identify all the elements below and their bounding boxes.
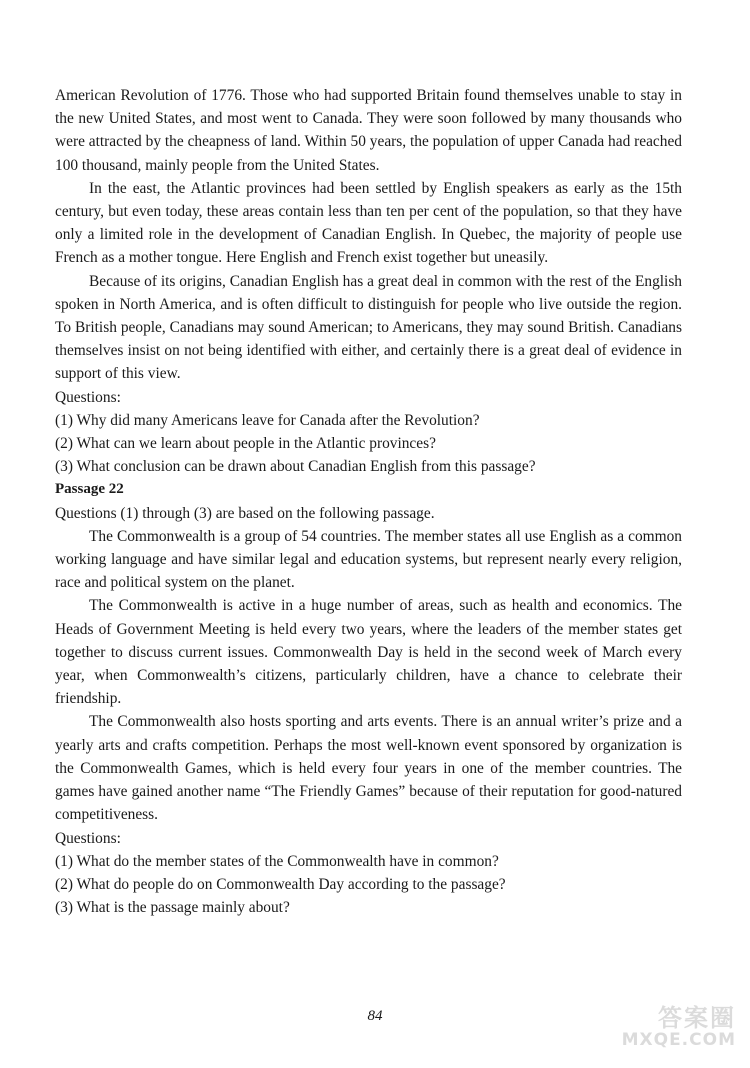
passage-21-questions-label: Questions:	[55, 388, 121, 406]
watermark-top-text: 答案圈	[658, 1004, 736, 1032]
page-body	[55, 84, 682, 919]
passage-22-paragraph-2: The Commonwealth is active in a huge number of areas, such as health and economics. The Heads of Government Meeting is held every two years, where the leaders of the member states get together to discuss current issues. Commonwealth Day is held in the second week of March every year, when Commonwealth’s citizens, particularly children, have a chance to celebrate their friendship.	[55, 597, 682, 708]
passage-21-paragraph-3: Because of its origins, Canadian English has a great deal in common with the rest of the English spoken in North America, and is often difficult to distinguish for people who live outside the region. To British people, Canadians may sound American; to Americans, they may sound British. Canadians themselves insist on not being identified with either, and certainly there is a great deal of evidence in support of this view.	[55, 272, 682, 383]
watermark-bottom-text: MXQE.COM	[621, 1030, 736, 1050]
watermark-logo	[596, 998, 736, 1054]
passage-22-question-1: (1) What do the member states of the Commonwealth have in common?	[55, 852, 499, 870]
passage-22-paragraph-1: The Commonwealth is a group of 54 countries. The member states all use English as a common working language and have similar legal and education systems, but represent nearly every religion, race and political system on the planet.	[55, 527, 682, 592]
passage-22-question-2: (2) What do people do on Commonwealth Day according to the passage?	[55, 875, 506, 893]
passage-22-question-3: (3) What is the passage mainly about?	[55, 899, 290, 917]
passage-21-question-1: (1) Why did many Americans leave for Canada after the Revolution?	[55, 411, 480, 429]
passage-21-paragraph-2: In the east, the Atlantic provinces had been settled by English speakers as early as the 15th century, but even today, these areas contain less than ten per cent of the population, so that they have only a limited role in the development of Canadian English. In Quebec, the majority of people use French as a mother tongue. Here English and French exist together but uneasily.	[55, 179, 682, 267]
passage-22-heading: Passage 22	[55, 481, 124, 498]
page-number: 84	[367, 1008, 383, 1024]
passage-21-paragraph-1: American Revolution of 1776. Those who had supported Britain found themselves unable to stay in the new United States, and most went to Canada. They were soon followed by many thousands who were attracted by the cheapness of land. Within 50 years, the population of upper Canada had reached 100 thousand, mainly people from the United States.	[55, 87, 682, 174]
passage-22-intro: Questions (1) through (3) are based on the following passage.	[55, 504, 435, 522]
passage-21-question-2: (2) What can we learn about people in the Atlantic provinces?	[55, 435, 436, 453]
passage-22-questions-label: Questions:	[55, 829, 121, 847]
passage-21-question-3: (3) What conclusion can be drawn about Canadian English from this passage?	[55, 458, 536, 476]
passage-22-paragraph-3: The Commonwealth also hosts sporting and arts events. There is an annual writer’s prize and a yearly arts and crafts competition. Perhaps the most well-known event sponsored by organization is the Commonwealth Games, which is held every four years in one of the member countries. The games have gained another name “The Friendly Games” because of their reputation for good-natured competitiveness.	[55, 713, 682, 824]
